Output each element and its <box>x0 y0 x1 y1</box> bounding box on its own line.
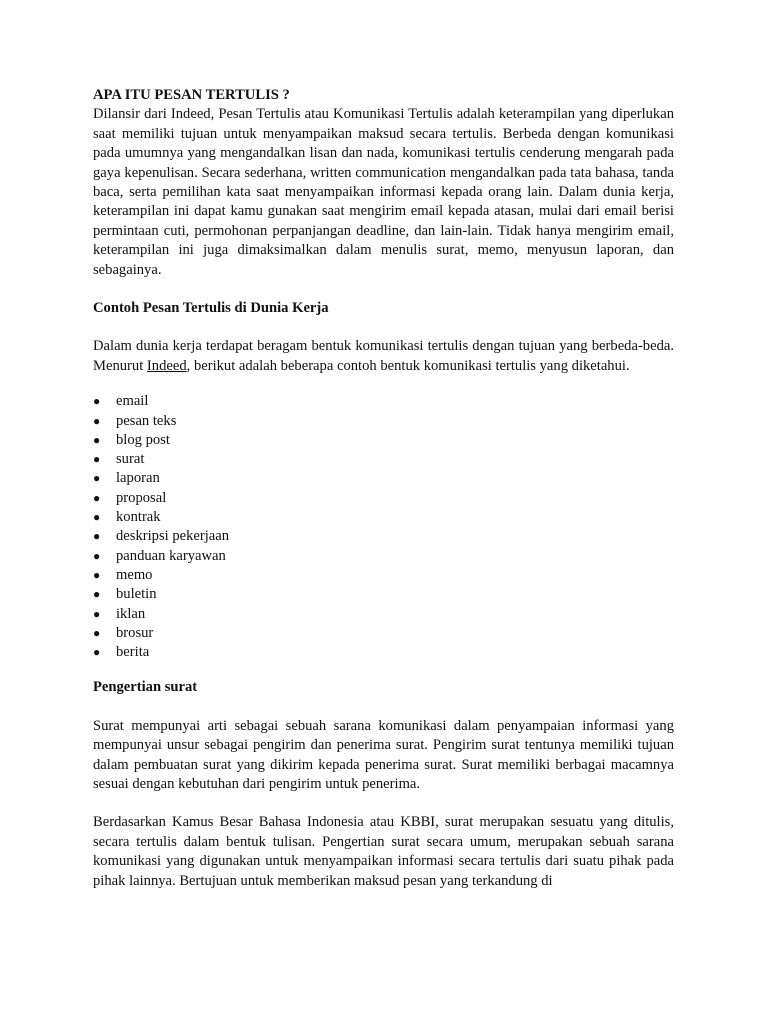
section-title-pengertian-surat: Pengertian surat <box>93 679 198 696</box>
spacer <box>93 662 674 678</box>
list-item <box>93 412 674 431</box>
bullet-icon: ● <box>93 510 101 525</box>
paragraph-pesan-tertulis: Dilansir dari Indeed, Pesan Tertulis atau Komunikasi Tertulis adalah keterampilan yang diperlukan saat memiliki tujuan untuk menyampaikan maksud secara tertulis. Berbeda dengan komunikasi pada umumnya yang mengandalkan lisan dan nada, komunikasi tertulis cenderung mengarah pada gaya kepenulisan. Secara sederhana, written communication mengandalkan pada tata bahasa, tanda baca, serta pemilihan kata saat menyampaikan informasi kepada orang lain. Dalam dunia kerja, keterampilan ini dapat kamu gunakan saat mengirim email kepada atasan, mulai dari email berisi permintaan cuti, permohonan perpanjangan deadline, dan lain-lain. Tidak hanya mengirim email, keterampilan ini juga dimaksimalkan dalam menulis surat, memo, menyusun laporan, dan sebagainya. <box>93 106 674 278</box>
list-item-text: pesan teks <box>116 412 177 429</box>
section-title-pesan-tertulis: APA ITU PESAN TERTULIS ? <box>93 87 290 103</box>
spacer <box>93 698 674 717</box>
list-item-text: kontrak <box>116 509 161 526</box>
intro-text-before: Dalam dunia kerja terdapat beragam bentuk komunikasi tertulis dengan tujuan yang berbeda-beda. Menurut <box>93 338 674 374</box>
bullet-icon: ● <box>93 394 101 409</box>
list-item <box>93 547 674 566</box>
indeed-link[interactable]: Indeed <box>146 357 187 374</box>
list-item-text: deskripsi pekerjaan <box>116 528 230 545</box>
list-item <box>93 392 674 411</box>
bullet-icon: ● <box>93 625 101 640</box>
bullet-icon: ● <box>93 606 101 621</box>
list-item <box>93 489 674 508</box>
list-item-text: surat <box>116 451 145 468</box>
list-item <box>93 508 674 527</box>
intro-text-after: , berikut adalah beberapa contoh bentuk komunikasi tertulis yang diketahui. <box>186 357 630 374</box>
list-item <box>93 527 674 546</box>
paragraph-pengertian-surat-1: Surat mempunyai arti sebagai sebuah sarana komunikasi dalam penyampaian informasi yang mempunyai unsur sebagai pengirim dan penerima surat. Pengirim surat tentunya memiliki tujuan dalam pembuatan surat yang dikirim kepada penerima surat. Surat memiliki berbagai macamnya sesuai dengan kebutuhan dari pengirim untuk penerima. <box>93 717 674 793</box>
bullet-icon: ● <box>93 587 101 602</box>
list-item <box>93 566 674 585</box>
spacer <box>93 376 674 392</box>
list-item <box>93 624 674 643</box>
section-title-contoh: Contoh Pesan Tertulis di Dunia Kerja <box>93 300 329 317</box>
document-page <box>93 86 674 891</box>
list-item-text: proposal <box>116 489 167 506</box>
bullet-list-contoh <box>93 392 674 662</box>
list-item-text: email <box>116 393 149 410</box>
paragraph-pengertian-surat-2: Berdasarkan Kamus Besar Bahasa Indonesia atau KBBI, surat merupakan sesuatu yang ditulis, secara tertulis dalam bentuk tulisan. Pengertian surat secara umum, merupakan sebuah sarana komunikasi yang digunakan untuk menyampaikan informasi secara tertulis dari suatu pihak pada pihak lainnya. Bertujuan untuk memberikan maksud pesan yang terkandung di <box>93 814 674 889</box>
bullet-icon: ● <box>93 548 101 563</box>
list-item <box>93 450 674 469</box>
list-item <box>93 431 674 450</box>
bullet-icon: ● <box>93 432 101 447</box>
spacer <box>93 318 674 337</box>
list-item <box>93 585 674 604</box>
list-item <box>93 643 674 662</box>
spacer <box>93 794 674 813</box>
list-item-text: laporan <box>116 470 160 487</box>
bullet-icon: ● <box>93 645 101 660</box>
paragraph-contoh-intro <box>93 337 674 376</box>
list-item-text: brosur <box>116 624 154 641</box>
bullet-icon: ● <box>93 471 101 486</box>
list-item <box>93 605 674 624</box>
list-item-text: berita <box>116 644 150 661</box>
bullet-icon: ● <box>93 490 101 505</box>
list-item-text: blog post <box>116 431 170 448</box>
list-item-text: memo <box>116 566 153 583</box>
bullet-icon: ● <box>93 452 101 467</box>
list-item-text: buletin <box>116 586 157 603</box>
list-item <box>93 469 674 488</box>
spacer <box>93 280 674 299</box>
bullet-icon: ● <box>93 529 101 544</box>
list-item-text: panduan karyawan <box>116 547 226 564</box>
bullet-icon: ● <box>93 567 101 582</box>
list-item-text: iklan <box>116 605 146 622</box>
bullet-icon: ● <box>93 413 101 428</box>
